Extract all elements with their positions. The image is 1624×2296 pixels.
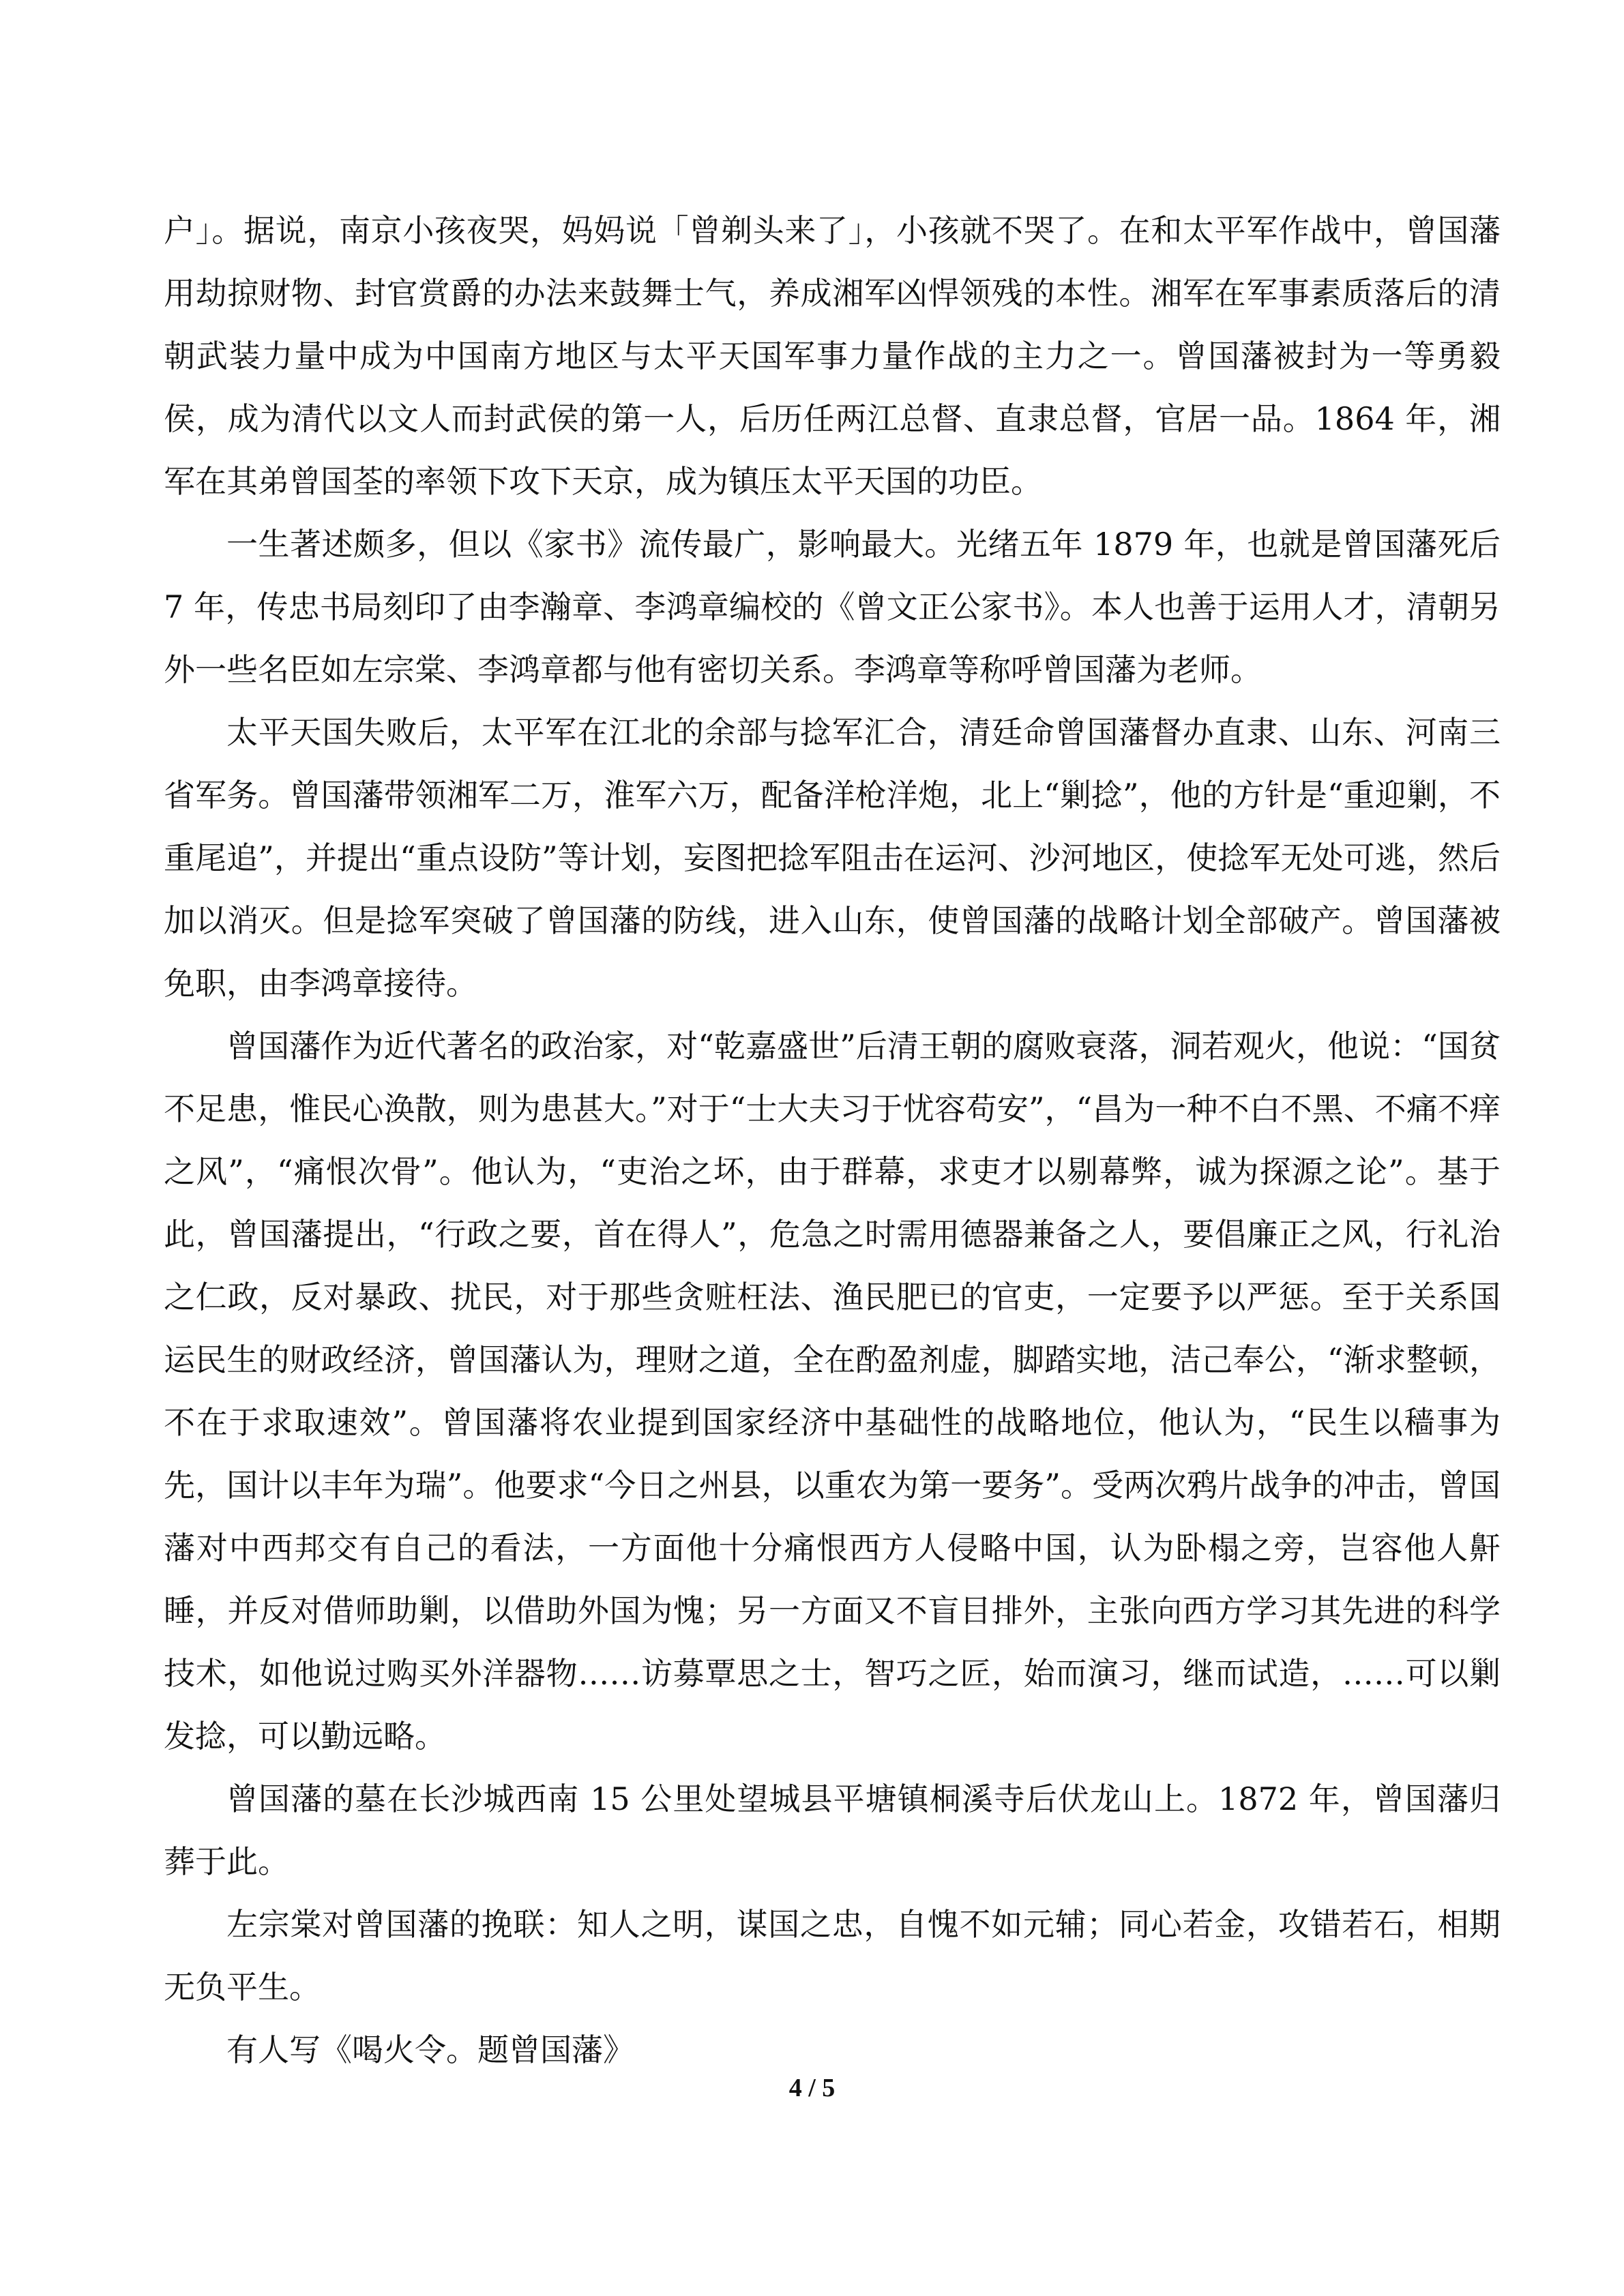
paragraph-tomb: 曾国藩的墓在长沙城西南 15 公里处望城县平塘镇桐溪寺后伏龙山上。1872 年，曾国藩归葬于此。 xyxy=(164,1780,1501,1880)
page-number: 4 / 5 xyxy=(788,2074,836,2102)
paragraph-continuation: 户」。据说，南京小孩夜哭，妈妈说「曾剃头来了」，小孩就不哭了。在和太平军作战中，曾国藩用劫掠财物、封官赏爵的办法来鼓舞士气，养成湘军凶悍领残的本性。湘军在军事素质落后的清朝武装力量中成为中国南方地区与太平天国军事力量作战的主力之一。曾国藩被封为一等勇毅侯，成为清代以文人而封武侯的第一人，后历任两江总督、直隶总督，官居一品。1864 年，湘军在其弟曾国荃的率领下攻下天京，成为镇压太平天国的功臣。 xyxy=(164,212,1501,500)
paragraph-nian-campaign: 太平天国失败后，太平军在江北的余部与捻军汇合，清廷命曾国藩督办直隶、山东、河南三省军务。曾国藩带领湘军二万，淮军六万，配备洋枪洋炮，北上“剿捻”，他的方针是“重迎剿，不重尾追”，并提出“重点设防”等计划，妄图把捻军阻击在运河、沙河地区，使捻军无处可逃，然后加以消灭。但是捻军突破了曾国藩的防线，进入山东，使曾国藩的战略计划全部破产。曾国藩被免职，由李鸿章接待。 xyxy=(164,714,1501,1002)
paragraph-poem-intro: 有人写《喝火令。题曾国藩》 xyxy=(226,2031,634,2068)
paragraph-family-letters: 一生著述颇多，但以《家书》流传最广，影响最大。光绪五年 1879 年，也就是曾国藩死后 7 年，传忠书局刻印了由李瀚章、李鸿章编校的《曾文正公家书》。本人也善于运用人才，清朝另外一些名臣如左宗棠、李鸿章都与他有密切关系。李鸿章等称呼曾国藩为老师。 xyxy=(164,526,1511,688)
paragraph-political-thought: 曾国藩作为近代著名的政治家，对“乾嘉盛世”后清王朝的腐败衰落，洞若观火，他说：“国贫不足患，惟民心涣散，则为患甚大。”对于“士大夫习于忧容苟安”，“昌为一种不白不黑、不痛不痒之风”，“痛恨次骨”。他认为，“吏治之坏，由于群幕，求吏才以剔幕弊，诚为探源之论”。基于此，曾国藩提出，“行政之要，首在得人”，危急之时需用德器兼备之人，要倡廉正之风，行礼治之仁政，反对暴政、扰民，对于那些贪赃枉法、渔民肥已的官吏，一定要予以严惩。至于关系国运民生的财政经济，曾国藩认为，理财之道，全在酌盈剂虚，脚踏实地，洁己奉公，“渐求整顿，不在于求取速效”。曾国藩将农业提到国家经济中基础性的战略地位，他认为，“民生以穑事为先，国计以丰年为瑞”。他要求“今日之州县，以重农为第一要务”。受两次鸦片战争的冲击，曾国藩对中西邦交有自己的看法，一方面他十分痛恨西方人侵略中国，认为卧榻之旁，岂容他人鼾睡，并反对借师助剿，以借助外国为愧；另一方面又不盲目排外，主张向西方学习其先进的科学技术，如他说过购买外洋器物……访募覃思之士，智巧之匠，始而演习，继而试造，……可以剿发捻，可以勤远略。 xyxy=(164,1028,1501,1755)
document-body xyxy=(164,199,1511,2081)
paragraph-elegiac-couplet: 左宗棠对曾国藩的挽联：知人之明，谋国之忠，自愧不如元辅；同心若金，攻错若石，相期无负平生。 xyxy=(164,1906,1501,2006)
